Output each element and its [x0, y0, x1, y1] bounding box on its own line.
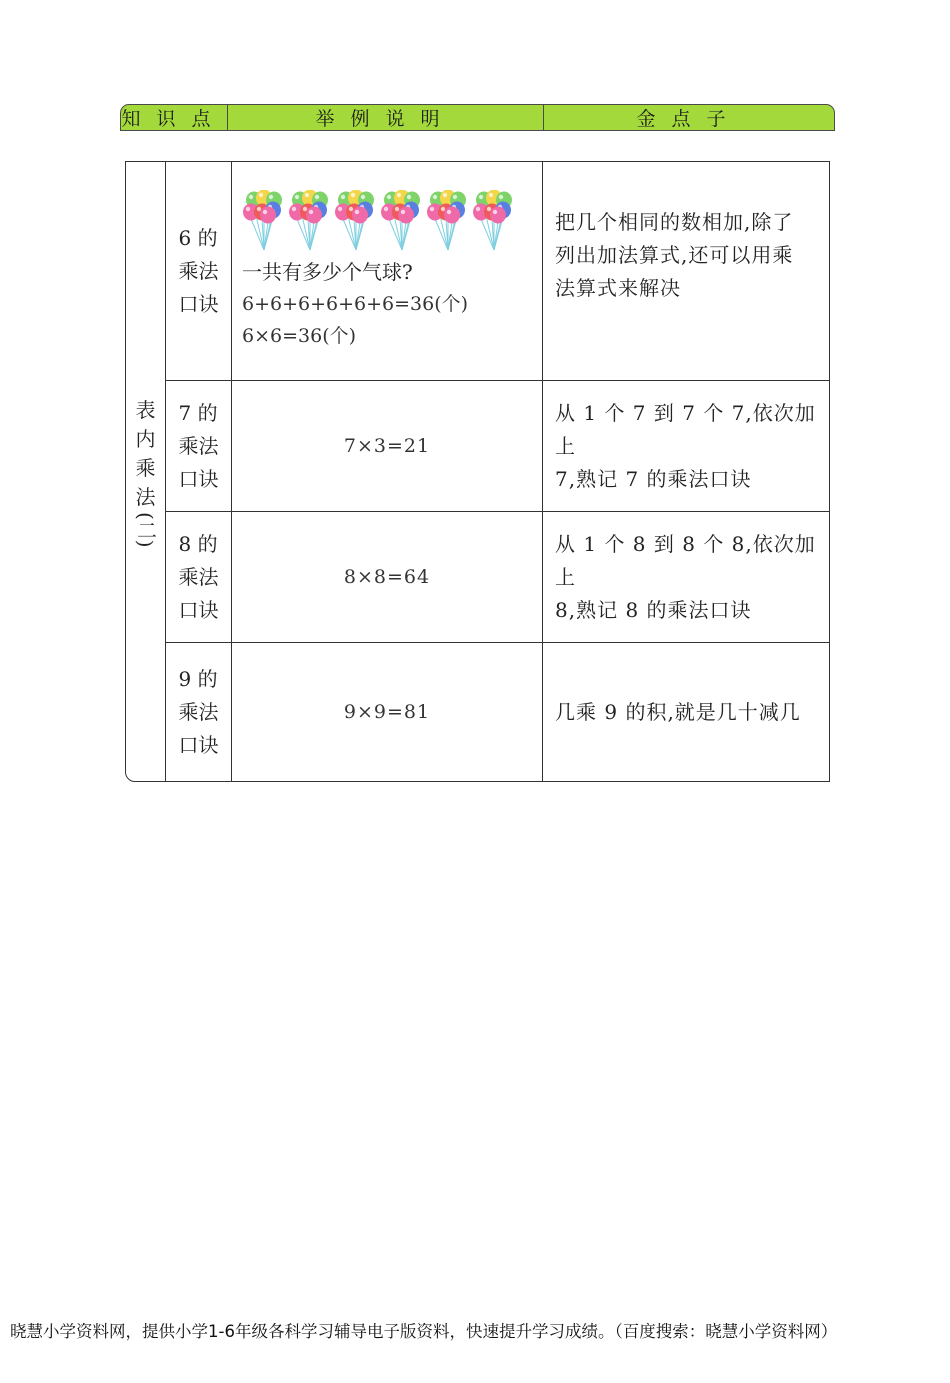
- footer-note: 晓慧小学资料网，提供小学1-6年级各科学习辅导电子版资料，快速提升学习成绩。（百度搜索：晓慧小学资料网）: [10, 1322, 838, 1341]
- point-line: 口诀: [178, 466, 219, 491]
- tip-cell: [543, 512, 830, 642]
- knowledge-point-cell: [166, 512, 232, 642]
- point-line: 口诀: [178, 732, 219, 757]
- tip-line: 8,熟记 8 的乘法口诀: [555, 597, 752, 622]
- balloons-image: [242, 190, 516, 252]
- example-formula: 9×9=81: [343, 701, 431, 723]
- topic-char: 法: [135, 484, 156, 509]
- example-cell: [232, 162, 543, 380]
- table-row: [166, 162, 830, 381]
- tip-line: 从 1 个 8 到 8 个 8,依次加上: [555, 531, 816, 589]
- topic-paren: (二): [133, 511, 158, 548]
- topic-char: 表: [135, 397, 156, 422]
- header-tip: 金点子: [636, 108, 742, 130]
- question-text: 一共有多少个气球?: [242, 260, 413, 284]
- addition-formula: 6+6+6+6+6+6=36(个): [242, 293, 469, 315]
- tip-line: 法算式来解决: [555, 276, 681, 300]
- tip-line: 几乘 9 的积,就是几十减几: [555, 699, 801, 724]
- point-line: 口诀: [178, 597, 219, 622]
- topic-char: 内: [135, 426, 156, 451]
- tip-line: 列出加法算式,还可以用乘: [555, 243, 794, 267]
- example-cell: [232, 512, 543, 642]
- point-line: 乘法: [178, 564, 219, 589]
- knowledge-point-cell: [166, 643, 232, 781]
- table-row: [166, 512, 830, 643]
- point-line: 6 的: [178, 225, 218, 250]
- tip-line: 把几个相同的数相加,除了: [555, 210, 794, 234]
- balloon-bunch-icon: [334, 190, 378, 252]
- table-header: [120, 104, 835, 131]
- point-line: 9 的: [178, 666, 218, 691]
- topic-char: 乘: [135, 455, 156, 480]
- example-formula: 8×8=64: [343, 566, 431, 588]
- balloon-bunch-icon: [380, 190, 424, 252]
- point-line: 8 的: [178, 531, 218, 556]
- table-row: [166, 381, 830, 512]
- balloon-bunch-icon: [288, 190, 332, 252]
- point-line: 乘法: [178, 699, 219, 724]
- point-line: 乘法: [178, 433, 219, 458]
- example-cell: [232, 381, 543, 511]
- tip-cell: [543, 162, 830, 380]
- knowledge-table: [125, 161, 830, 782]
- knowledge-point-cell: [166, 381, 232, 511]
- header-knowledge-point: 知识点: [121, 105, 228, 130]
- header-example: 举例说明: [228, 105, 544, 130]
- balloon-bunch-icon: [242, 190, 286, 252]
- point-line: 7 的: [178, 400, 218, 425]
- example-formula: 7×3=21: [343, 435, 431, 457]
- topic-column: [126, 162, 166, 781]
- balloon-bunch-icon: [426, 190, 470, 252]
- tip-line: 从 1 个 7 到 7 个 7,依次加上: [555, 400, 816, 458]
- tip-cell: [543, 381, 830, 511]
- tip-cell: [543, 643, 830, 781]
- multiplication-formula: 6×6=36(个): [242, 325, 357, 347]
- knowledge-point-cell: [166, 162, 232, 380]
- tip-line: 7,熟记 7 的乘法口诀: [555, 466, 752, 491]
- example-cell: [232, 643, 543, 781]
- point-line: 口诀: [178, 291, 219, 316]
- table-row: [166, 643, 830, 781]
- point-line: 乘法: [178, 258, 219, 283]
- balloon-bunch-icon: [472, 190, 516, 252]
